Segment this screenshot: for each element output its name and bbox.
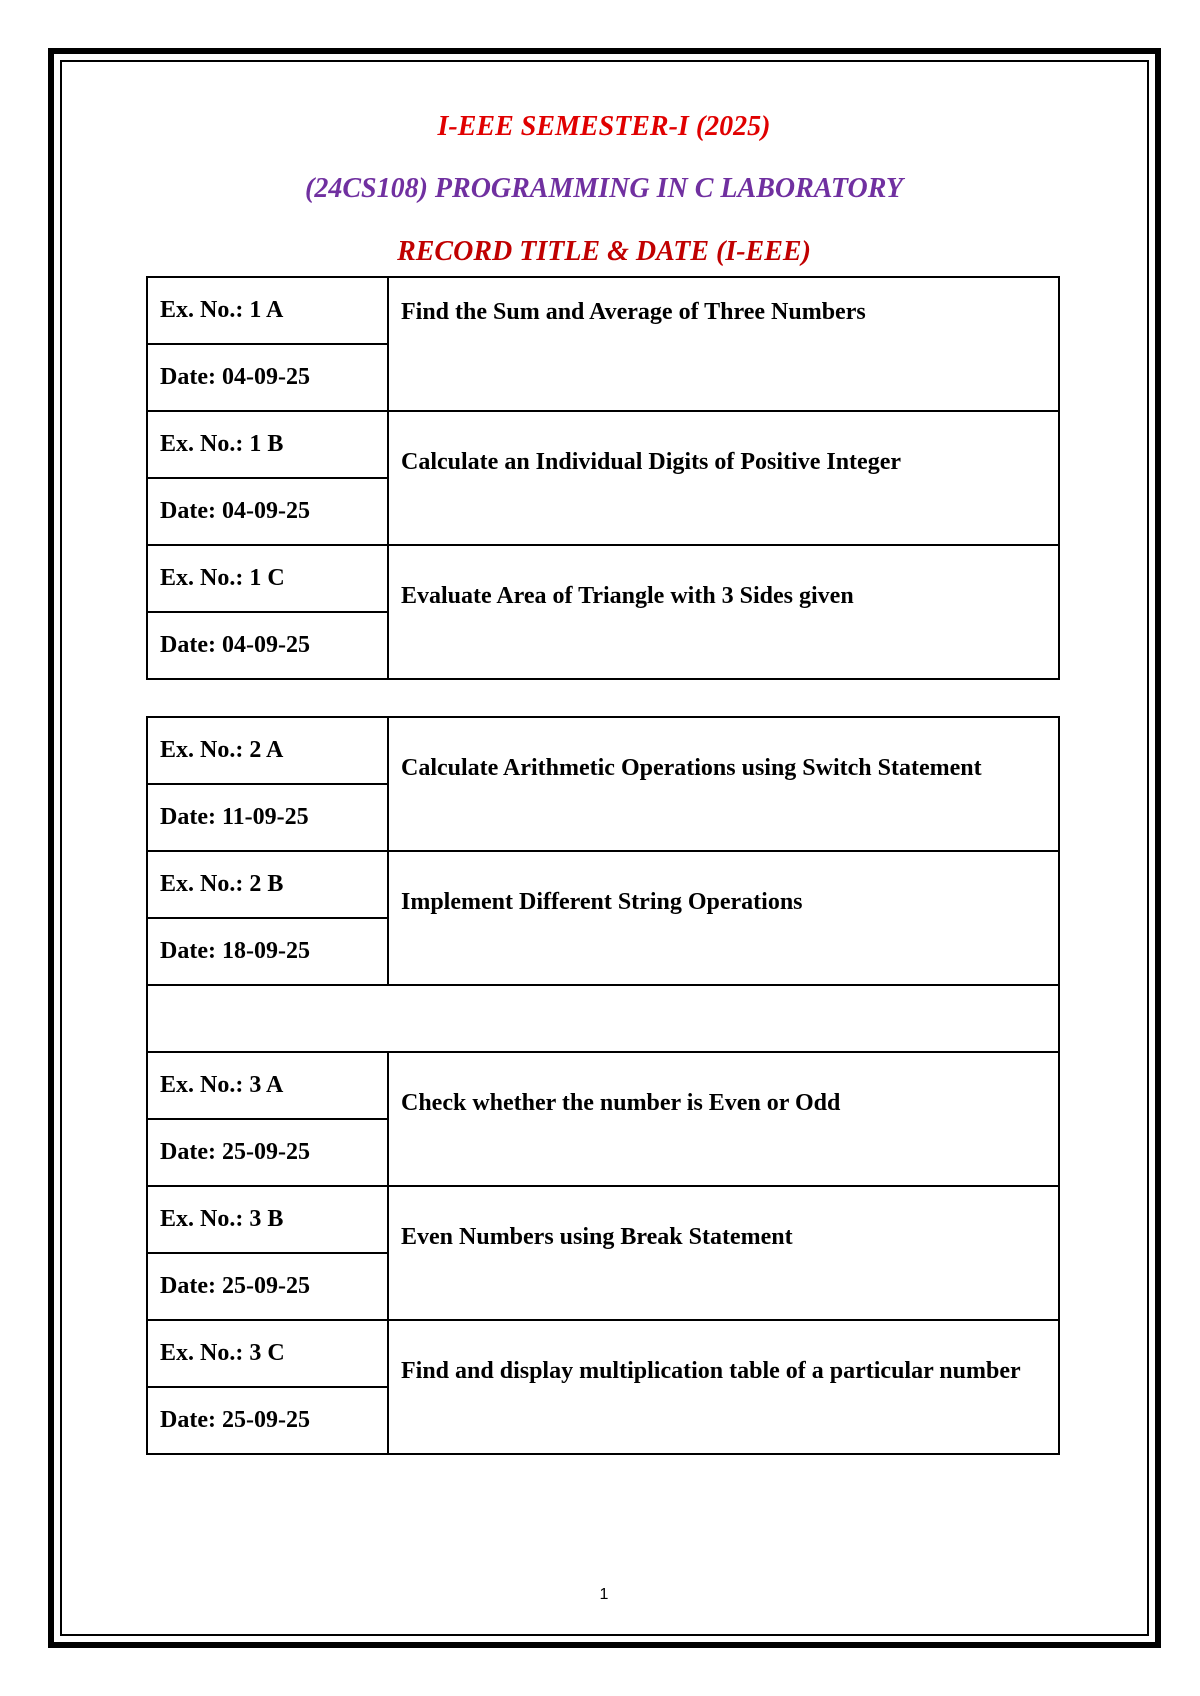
record-table-2	[146, 716, 1060, 1455]
ex-no-cell: Ex. No.: 3 C	[147, 1320, 388, 1387]
record-table-1	[146, 276, 1060, 680]
ex-no-cell: Ex. No.: 1 A	[147, 277, 388, 344]
experiment-title-cell: Implement Different String Operations	[388, 851, 1059, 985]
table-row	[147, 1052, 1059, 1119]
date-cell: Date: 04-09-25	[147, 344, 388, 411]
ex-no-cell: Ex. No.: 2 A	[147, 717, 388, 784]
date-cell: Date: 25-09-25	[147, 1253, 388, 1320]
table-row	[147, 717, 1059, 784]
experiment-title-cell: Calculate an Individual Digits of Positive Integer	[388, 411, 1059, 545]
experiment-title-cell: Evaluate Area of Triangle with 3 Sides given	[388, 545, 1059, 679]
experiment-title-cell: Even Numbers using Break Statement	[388, 1186, 1059, 1320]
date-cell: Date: 18-09-25	[147, 918, 388, 985]
ex-no-cell: Ex. No.: 1 C	[147, 545, 388, 612]
ex-no-cell: Ex. No.: 1 B	[147, 411, 388, 478]
experiment-title-cell: Find the Sum and Average of Three Numbers	[388, 277, 1059, 411]
table-row	[147, 277, 1059, 344]
date-cell: Date: 04-09-25	[147, 478, 388, 545]
page-number: 1	[599, 1586, 609, 1603]
table-row	[147, 1186, 1059, 1253]
experiment-title-cell: Find and display multiplication table of a particular number	[388, 1320, 1059, 1454]
ex-no-cell: Ex. No.: 3 B	[147, 1186, 388, 1253]
table-row	[147, 985, 1059, 1052]
table-row	[147, 545, 1059, 612]
ex-no-cell: Ex. No.: 3 A	[147, 1052, 388, 1119]
course-title: (24CS108) PROGRAMMING IN C LABORATORY	[305, 173, 903, 204]
record-title: RECORD TITLE & DATE (I-EEE)	[397, 236, 811, 267]
ex-no-cell: Ex. No.: 2 B	[147, 851, 388, 918]
experiment-title-cell: Check whether the number is Even or Odd	[388, 1052, 1059, 1186]
table-row	[147, 1320, 1059, 1387]
date-cell: Date: 04-09-25	[147, 612, 388, 679]
semester-title: I-EEE SEMESTER-I (2025)	[437, 111, 771, 142]
experiment-title-cell: Calculate Arithmetic Operations using Switch Statement	[388, 717, 1059, 851]
date-cell: Date: 25-09-25	[147, 1387, 388, 1454]
date-cell: Date: 11-09-25	[147, 784, 388, 851]
table-row	[147, 411, 1059, 478]
date-cell: Date: 25-09-25	[147, 1119, 388, 1186]
table-row	[147, 851, 1059, 918]
blank-row	[147, 985, 1059, 1052]
